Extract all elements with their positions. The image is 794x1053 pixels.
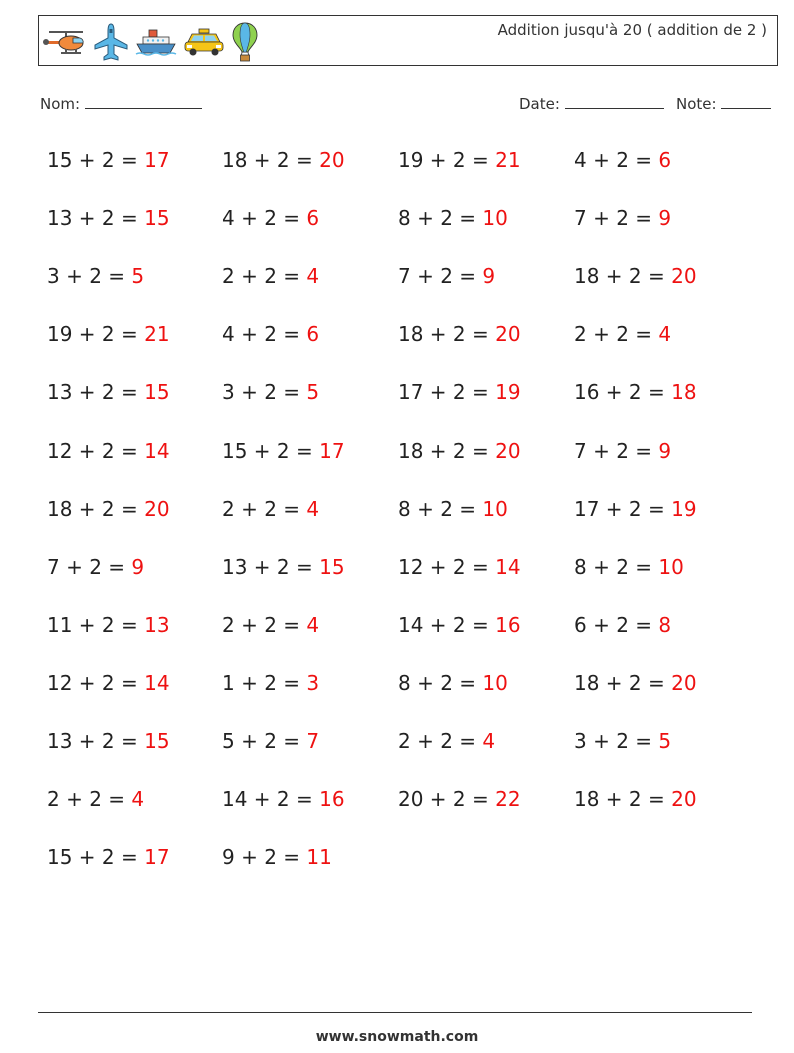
problem-question: 2 + 2 = [222, 612, 307, 637]
problem-answer: 22 [495, 787, 521, 812]
problem-answer: 20 [671, 787, 697, 812]
problem-question: 14 + 2 = [222, 787, 320, 812]
problem-item [47, 497, 170, 521]
problem-item [574, 148, 671, 172]
problem-item [574, 380, 697, 404]
problem-answer: 10 [482, 496, 508, 521]
problem-item [222, 206, 319, 230]
problem-answer: 4 [306, 612, 320, 637]
problem-question: 15 + 2 = [47, 148, 145, 172]
problem-answer: 21 [144, 322, 170, 347]
problem-item [47, 613, 170, 637]
problem-answer: 17 [319, 438, 345, 463]
problem-question: 16 + 2 = [574, 380, 672, 405]
problem-item [222, 729, 319, 753]
problem-answer: 4 [482, 729, 496, 753]
problem-item [222, 845, 332, 869]
problem-answer: 14 [144, 438, 170, 463]
problem-answer: 3 [306, 670, 320, 695]
problem-answer: 15 [319, 554, 345, 579]
problem-question: 5 + 2 = [222, 729, 307, 753]
problem-item [398, 787, 521, 811]
problem-item [222, 613, 319, 637]
problem-answer: 15 [144, 206, 170, 231]
problem-question: 6 + 2 = [574, 612, 659, 637]
problem-answer: 19 [671, 496, 697, 521]
problem-item [222, 148, 345, 172]
grade-label: Note: [676, 95, 717, 113]
footer-divider [38, 1012, 752, 1013]
problem-answer: 4 [306, 264, 320, 289]
problem-item [574, 613, 671, 637]
problem-item [47, 555, 144, 579]
problem-item [47, 148, 170, 172]
problem-question: 7 + 2 = [47, 554, 132, 579]
problem-question: 19 + 2 = [47, 322, 145, 347]
problem-item [222, 787, 345, 811]
problem-question: 8 + 2 = [398, 670, 483, 695]
grade-field [676, 94, 771, 113]
problem-question: 13 + 2 = [47, 380, 145, 405]
problem-answer: 5 [131, 264, 145, 289]
problem-item [398, 148, 521, 172]
problem-answer: 9 [658, 438, 672, 463]
problem-item [398, 613, 521, 637]
problem-answer: 20 [495, 438, 521, 463]
problem-question: 1 + 2 = [222, 670, 307, 695]
problem-question: 12 + 2 = [398, 554, 496, 579]
icon-strip [43, 21, 259, 63]
worksheet-title: Addition jusqu'à 20 ( addition de 2 ) [497, 21, 767, 39]
problem-answer: 17 [144, 148, 170, 172]
problem-item [222, 555, 345, 579]
problem-item [222, 322, 319, 346]
problem-question: 3 + 2 = [47, 264, 132, 289]
problem-question: 13 + 2 = [222, 554, 320, 579]
problem-question: 8 + 2 = [574, 554, 659, 579]
problem-item [222, 497, 319, 521]
problem-question: 4 + 2 = [222, 206, 307, 231]
problem-question: 18 + 2 = [398, 438, 496, 463]
problem-question: 15 + 2 = [222, 438, 320, 463]
taxi-icon [183, 27, 225, 57]
problem-question: 13 + 2 = [47, 729, 145, 753]
name-label: Nom: [40, 95, 81, 113]
problem-item [574, 264, 697, 288]
problem-question: 18 + 2 = [222, 148, 320, 172]
problem-answer: 5 [306, 380, 320, 405]
problem-question: 3 + 2 = [574, 729, 659, 753]
problem-question: 4 + 2 = [222, 322, 307, 347]
problem-answer: 15 [144, 729, 170, 753]
problem-item [398, 439, 521, 463]
problem-question: 4 + 2 = [574, 148, 659, 172]
problem-answer: 10 [482, 670, 508, 695]
problem-answer: 20 [495, 322, 521, 347]
problem-answer: 15 [144, 380, 170, 405]
problem-answer: 6 [306, 322, 320, 347]
problem-item [222, 439, 345, 463]
problem-answer: 16 [495, 612, 521, 637]
problem-answer: 4 [658, 322, 672, 347]
hot-air-balloon-icon [231, 21, 259, 63]
problem-answer: 11 [306, 845, 332, 870]
problem-answer: 14 [495, 554, 521, 579]
name-blank[interactable] [85, 94, 202, 109]
problem-answer: 6 [306, 206, 320, 231]
problem-item [398, 555, 521, 579]
problem-item [398, 264, 495, 288]
problem-question: 17 + 2 = [574, 496, 672, 521]
problem-question: 15 + 2 = [47, 845, 145, 870]
problem-answer: 20 [319, 148, 345, 172]
problem-question: 7 + 2 = [574, 438, 659, 463]
grade-blank[interactable] [721, 94, 771, 109]
problem-question: 17 + 2 = [398, 380, 496, 405]
problem-question: 2 + 2 = [47, 787, 132, 812]
problem-item [47, 206, 170, 230]
airplane-icon [93, 22, 129, 62]
problem-question: 11 + 2 = [47, 612, 145, 637]
problem-item [47, 322, 170, 346]
ship-icon [135, 27, 177, 57]
problem-answer: 7 [306, 729, 320, 753]
date-field [519, 94, 664, 113]
problem-answer: 9 [131, 554, 145, 579]
name-field [40, 94, 202, 113]
problem-item [47, 380, 170, 404]
problem-answer: 6 [658, 148, 672, 172]
problem-item [574, 322, 671, 346]
problem-answer: 20 [144, 496, 170, 521]
problem-question: 2 + 2 = [222, 264, 307, 289]
problem-question: 8 + 2 = [398, 206, 483, 231]
problem-answer: 20 [671, 264, 697, 289]
problem-item [398, 380, 521, 404]
problem-answer: 14 [144, 670, 170, 695]
problem-question: 14 + 2 = [398, 612, 496, 637]
problem-answer: 19 [495, 380, 521, 405]
problem-item [398, 497, 508, 521]
problem-item [47, 845, 170, 869]
problem-question: 18 + 2 = [574, 787, 672, 812]
problem-question: 20 + 2 = [398, 787, 496, 812]
problem-answer: 8 [658, 612, 672, 637]
problem-item [47, 264, 144, 288]
problem-item [47, 729, 170, 753]
date-label: Date: [519, 95, 560, 113]
problem-answer: 10 [482, 206, 508, 231]
problem-answer: 4 [131, 787, 145, 812]
problem-answer: 16 [319, 787, 345, 812]
problem-answer: 5 [658, 729, 672, 753]
worksheet-header [38, 15, 778, 66]
problem-question: 12 + 2 = [47, 438, 145, 463]
helicopter-icon [43, 27, 87, 57]
problem-question: 9 + 2 = [222, 845, 307, 870]
problem-question: 19 + 2 = [398, 148, 496, 172]
problem-question: 2 + 2 = [222, 496, 307, 521]
problem-answer: 17 [144, 845, 170, 870]
problem-item [398, 671, 508, 695]
problem-item [222, 264, 319, 288]
problem-question: 2 + 2 = [574, 322, 659, 347]
problem-item [222, 671, 319, 695]
problem-item [398, 729, 495, 753]
problem-question: 18 + 2 = [398, 322, 496, 347]
problem-answer: 9 [482, 264, 496, 289]
problem-question: 7 + 2 = [574, 206, 659, 231]
problem-question: 18 + 2 = [47, 496, 145, 521]
problem-item [574, 671, 697, 695]
problem-question: 12 + 2 = [47, 670, 145, 695]
problem-answer: 4 [306, 496, 320, 521]
problem-item [398, 206, 508, 230]
problem-item [574, 439, 671, 463]
problem-question: 13 + 2 = [47, 206, 145, 231]
problem-answer: 9 [658, 206, 672, 231]
problem-answer: 20 [671, 670, 697, 695]
date-blank[interactable] [565, 94, 664, 109]
problem-item [47, 439, 170, 463]
problem-item [574, 206, 671, 230]
problem-item [574, 555, 684, 579]
problem-question: 7 + 2 = [398, 264, 483, 289]
problem-item [47, 787, 144, 811]
problem-question: 8 + 2 = [398, 496, 483, 521]
problem-item [574, 497, 697, 521]
problem-answer: 10 [658, 554, 684, 579]
problem-question: 18 + 2 = [574, 670, 672, 695]
problem-item [574, 787, 697, 811]
problem-item [398, 322, 521, 346]
problem-answer: 21 [495, 148, 521, 172]
problem-answer: 13 [144, 612, 170, 637]
problem-item [574, 729, 671, 753]
problem-question: 2 + 2 = [398, 729, 483, 753]
footer-url: www.snowmath.com [315, 1029, 479, 1045]
problem-answer: 18 [671, 380, 697, 405]
problem-question: 18 + 2 = [574, 264, 672, 289]
problem-item [222, 380, 319, 404]
problem-item [47, 671, 170, 695]
problem-question: 3 + 2 = [222, 380, 307, 405]
